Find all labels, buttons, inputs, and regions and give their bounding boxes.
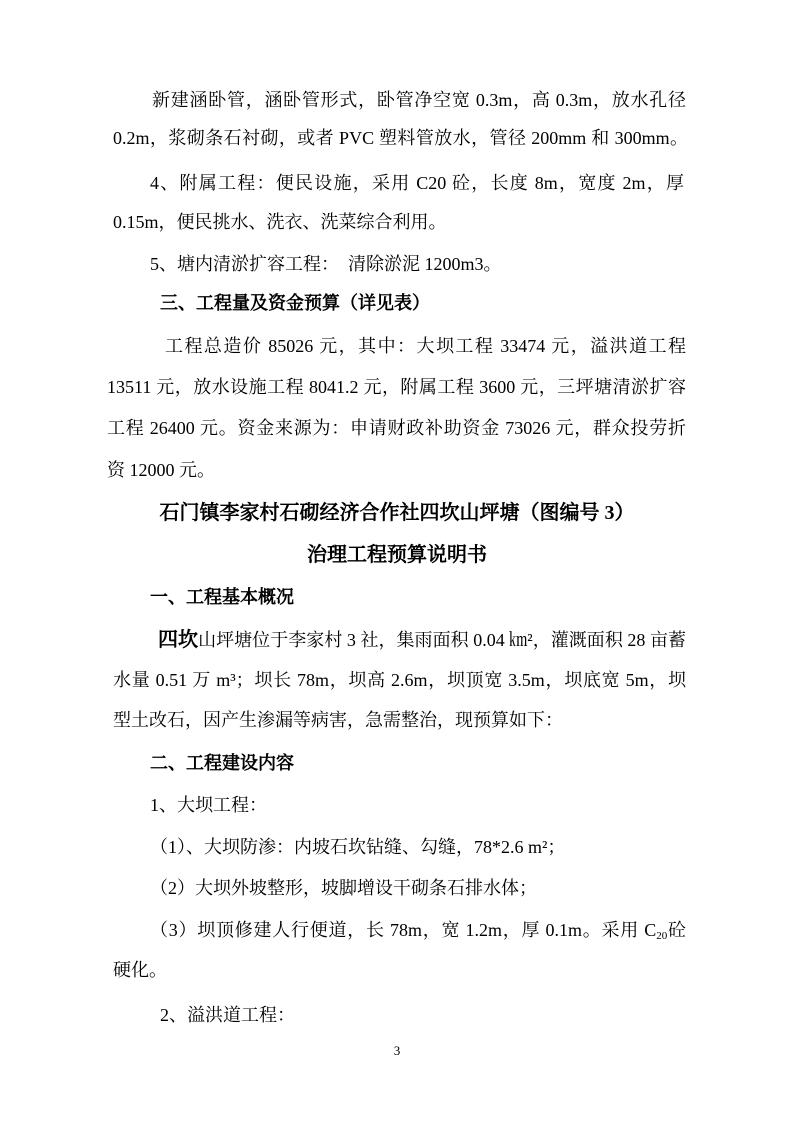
- item4-line-2: 0.15m，便民挑水、洗衣、洗菜综合利用。: [113, 212, 447, 232]
- overview-line-1-text: 山坪塘位于李家村 3 社，集雨面积 0.04 ㎞²，灌溉面积 28 亩蓄: [198, 630, 686, 650]
- dam-item-2: （2）大坝外坡整形，坡脚增设干砌条石排水体；: [150, 878, 537, 898]
- budget-line-4: 资 12000 元。: [107, 460, 215, 480]
- item4-line-1: 4、附属工程：便民设施，采用 C20 砼，长度 8m，宽度 2m，厚: [150, 173, 684, 193]
- document-title-line-2: 治理工程预算说明书: [307, 544, 487, 566]
- overview-line-3: 型土改石，因产生渗漏等病害，急需整治，现预算如下：: [113, 710, 563, 730]
- dam-item-3-end: 砼: [667, 920, 686, 940]
- overview-line-1: [158, 629, 686, 651]
- overview-line-2: 水量 0.51 万 m³；坝长 78m，坝高 2.6m，坝顶宽 3.5m，坝底宽 5m，坝: [113, 670, 686, 690]
- dam-item-1: （1）、大坝防渗：内坡石坎钻缝、勾缝，78*2.6 m²；: [150, 837, 566, 857]
- item5-line: 5、塘内清淤扩容工程： 清除淤泥 1200m3。: [150, 254, 502, 274]
- dam-works-heading: 1、大坝工程：: [150, 795, 267, 815]
- spillway-heading: 2、溢洪道工程：: [160, 1005, 295, 1025]
- budget-heading: 三、工程量及资金预算（详见表）: [160, 293, 430, 313]
- concrete-grade-subscript: 20: [656, 930, 668, 942]
- page-number: 3: [393, 1043, 401, 1058]
- budget-line-3: 工程 26400 元。资金来源为：申请财政补助资金 73026 元，群众投劳折: [107, 418, 686, 438]
- budget-line-1: 工程总造价 85026 元，其中：大坝工程 33474 元，溢洪道工程: [165, 336, 686, 356]
- construction-heading: 二、工程建设内容: [150, 753, 294, 773]
- item3-line-2: 0.2m，浆砌条石衬砌，或者 PVC 塑料管放水，管径 200mm 和 300mm。: [113, 128, 688, 148]
- document-title-line-1: 石门镇李家村石砌经济合作社四坎山坪塘（图编号 3）: [159, 502, 635, 524]
- dam-item-3-line-2: 硬化。: [113, 960, 167, 980]
- overview-heading: 一、工程基本概况: [150, 587, 294, 607]
- item3-line-1: 新建涵卧管，涵卧管形式，卧管净空宽 0.3m，高 0.3m，放水孔径: [152, 90, 686, 110]
- dam-item-3-text: （3）坝顶修建人行便道，长 78m，宽 1.2m，厚 0.1m。采用 C: [150, 920, 657, 940]
- budget-line-2: 13511 元，放水设施工程 8041.2 元，附属工程 3600 元，三坪塘清淤扩容: [107, 377, 686, 397]
- pond-name-lead: 四坎: [158, 629, 199, 651]
- dam-item-3: [150, 919, 686, 941]
